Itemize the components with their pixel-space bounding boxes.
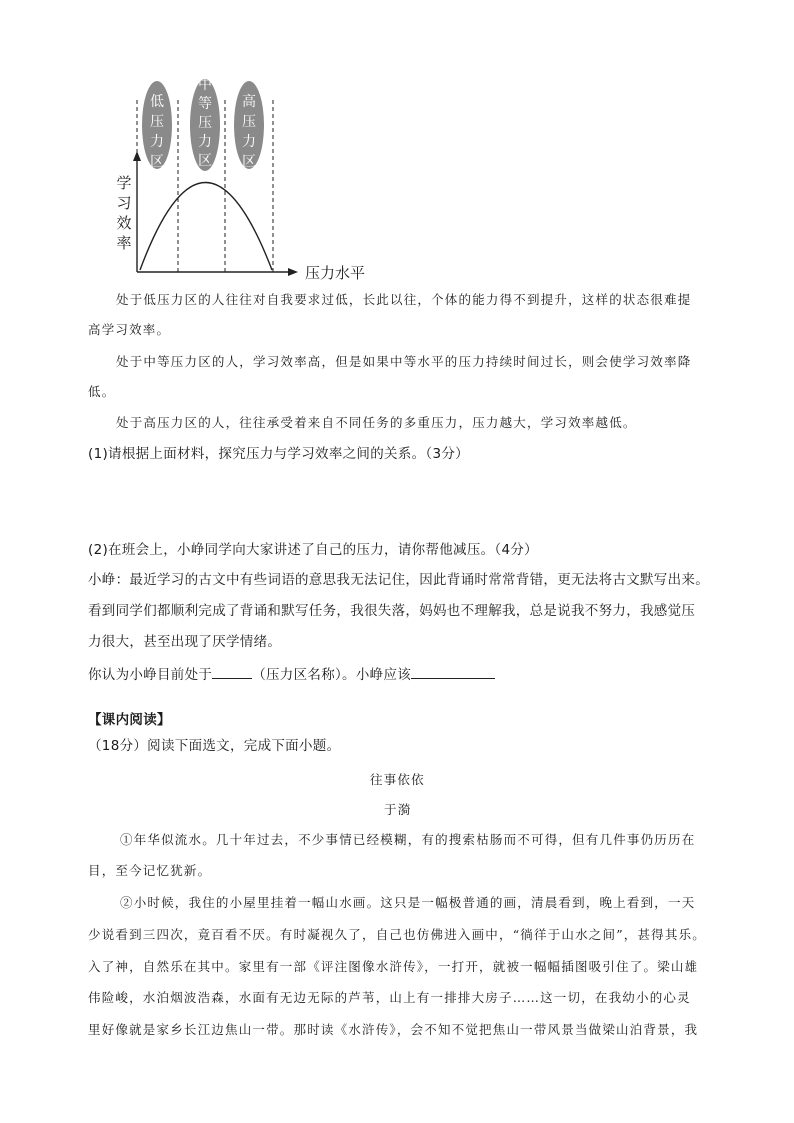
answer-prefix: 你认为小峥目前处于 — [88, 667, 213, 683]
question-1: (1)请根据上面材料，探究压力与学习效率之间的关系。（3分） — [88, 446, 469, 462]
para2-line3: 入了神，自然乐在其中。家里有一部《评注图像水浒传》，一打开，就被一幅幅插图吸引住了。梁山雄 — [88, 959, 699, 974]
section-instruction: （18分）阅读下面选文，完成下面小题。 — [88, 738, 341, 754]
material-p1-line2: 高学习效率。 — [88, 322, 171, 337]
material-p2-line2: 低。 — [88, 384, 116, 399]
para1-line1: ①年华似流水。几十年过去，不少事情已经模糊，有的搜索枯肠而不可得，但有几件事仍历历在 — [120, 832, 696, 847]
para2-line5: 里好像就是家乡长江边焦山一带。那时读《水浒传》，会不知不觉把焦山一带风景当做梁山泊背景，我 — [88, 1022, 699, 1037]
answer-middle: （压力区名称）。小峥应该 — [252, 667, 412, 683]
section-title: 【课内阅读】 — [88, 712, 171, 728]
answer-blank-zone[interactable] — [212, 664, 252, 679]
y-axis-arrow-icon — [133, 151, 141, 161]
zone-label-low: 低压力区 — [150, 94, 164, 170]
para2-line1: ②小时候，我住的小屋里挂着一幅山水画。这只是一幅极普通的画，清晨看到，晚上看到，一天 — [120, 895, 696, 910]
material-p3-line1: 处于高压力区的人，往往承受着来自不同任务的多重压力，压力越大，学习效率越低。 — [116, 415, 637, 430]
question-2-text-line3: 力很大，甚至出现了厌学情绪。 — [88, 634, 282, 650]
question-2: (2)在班会上，小峥同学向大家讲述了自己的压力，请你帮他减压。（4分） — [88, 542, 538, 558]
zone-label-high: 高压力区 — [242, 94, 256, 170]
material-p2-line1: 处于中等压力区的人，学习效率高，但是如果中等水平的压力持续时间过长，则会使学习效率降 — [116, 354, 692, 369]
pressure-efficiency-figure — [100, 75, 420, 285]
article-author: 于漪 — [384, 802, 412, 817]
para2-line4: 伟险峻，水泊烟波浩森，水面有无边无际的芦苇，山上有一排排大房子……这一切，在我幼小的心灵 — [88, 990, 691, 1005]
x-axis-arrow-icon — [288, 268, 298, 276]
material-p1-line1: 处于低压力区的人往往对自我要求过低，长此以往，个体的能力得不到提升，这样的状态很难提 — [116, 292, 692, 307]
question-2-answer-line — [88, 664, 495, 685]
answer-blank-action[interactable] — [411, 664, 495, 679]
para2-line2: 少说看到三四次，竟百看不厌。有时凝视久了，自己也仿佛进入画中，“徜徉于山水之间”，甚得其乐。 — [88, 927, 706, 942]
efficiency-curve — [140, 183, 272, 271]
question-2-text-line2: 看到同学们都顺利完成了背诵和默写任务，我很失落，妈妈也不理解我，总是说我不努力，我感觉压 — [88, 603, 696, 619]
question-2-text-line1: 小峥：最近学习的古文中有些词语的意思我无法记住，因此背诵时常常背错，更无法将古文默写出来。 — [88, 572, 709, 588]
zone-label-medium: 中等压力区 — [198, 77, 212, 169]
x-axis-label: 压力水平 — [305, 264, 366, 282]
y-axis-label: 学习效率 — [116, 174, 132, 252]
article-title: 往事依依 — [370, 772, 425, 787]
para1-line2: 目，至今记忆犹新。 — [88, 863, 212, 878]
